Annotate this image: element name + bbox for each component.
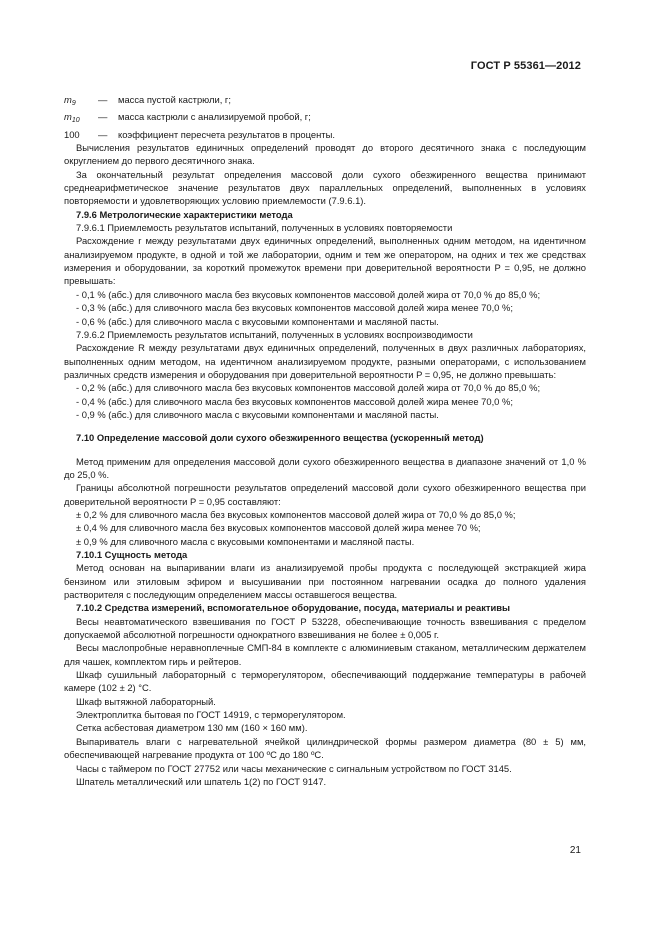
standard-header: ГОСТ Р 55361—2012 <box>470 60 581 72</box>
legend-subscript: 10 <box>71 117 80 125</box>
legend-text: масса пустой кастрюли, г; <box>118 94 231 105</box>
paragraph: Границы абсолютной погрешности результатов определений массовой доли сухого обезжиренного вещества при доверительной вероятности P = 0,95 составляют: <box>64 482 586 507</box>
legend-symbol: m <box>64 94 72 105</box>
list-item: - 0,1 % (абс.) для сливочного масла без вкусовых компонентов массовой долей жира от 70,0 % до 85,0 %; <box>76 288 541 300</box>
paragraph: Вычисления результатов единичных определений проводят до второго десятичного знака с последующим округлением до первого десятичного знака. <box>64 142 586 167</box>
section-heading: 7.10 Определение массовой доли сухого обезжиренного вещества (ускоренный метод) <box>76 432 484 444</box>
paragraph: Метод применим для определения массовой доли сухого обезжиренного вещества в диапазоне значений от 1,0 % до 25,0 %. <box>64 455 586 480</box>
paragraph: Весы маслопробные неравноплечные СМП-84 в комплекте с алюминиевым стаканом, металлическим держателем для чашек, комплектом гирь и рейтеров. <box>64 642 586 667</box>
subsection-heading: 7.9.6.2 Приемлемость результатов испытаний, полученных в условиях воспроизводимости <box>76 328 473 340</box>
legend-text: масса кастрюли с анализируемой пробой, г; <box>118 111 311 123</box>
legend-symbol: 100 <box>64 128 80 140</box>
list-item: - 0,4 % (абс.) для сливочного масла без вкусовых компонентов массовой долей жира менее 70,0 %; <box>76 395 513 407</box>
section-heading: 7.10.2 Средства измерений, вспомогательное оборудование, посуда, материалы и реактивы <box>76 602 511 614</box>
paragraph: Часы с таймером по ГОСТ 27752 или часы механические с сигнальным устройством по ГОСТ 3145. <box>76 762 512 774</box>
legend-dash: — <box>98 128 108 140</box>
list-item: ± 0,9 % для сливочного масла с вкусовыми компонентами и масляной пасты. <box>76 535 415 547</box>
legend-row <box>64 128 586 141</box>
paragraph: Шкаф сушильный лабораторный с терморегулятором, обеспечивающий поддержание температуры в рабочей камере (102 ± 2) °С. <box>64 669 586 694</box>
legend-dash: — <box>98 111 108 123</box>
page-number: 21 <box>569 845 581 856</box>
paragraph: Сетка асбестовая диаметром 130 мм (160 × 160 мм). <box>76 722 308 734</box>
list-item: ± 0,4 % для сливочного масла без вкусовых компонентов массовой долей жира менее 70 %; <box>76 522 481 534</box>
paragraph: Шпатель металлический или шпатель 1(2) по ГОСТ 9147. <box>76 775 327 787</box>
subsection-heading: 7.9.6.1 Приемлемость результатов испытаний, полученных в условиях повторяемости <box>76 222 453 234</box>
list-item: - 0,3 % (абс.) для сливочного масла без вкусовых компонентов массовой долей жира менее 70,0 %; <box>76 302 513 314</box>
list-item: ± 0,2 % для сливочного масла без вкусовых компонентов массовой долей жира от 70,0 % до 85,0 %; <box>76 508 516 520</box>
legend-symbol: m <box>64 111 72 123</box>
paragraph: Расхождение r между результатами двух единичных определений, выполненных одним методом, на идентичном анализируемом продукте, в одной и той же лаборатории, одним и тем же оператором, на одних и тех же средствах измерения и оборудовании, за короткий промежуток времени при доверительной вероятности P = 0,95, не должно превышать: <box>64 235 586 287</box>
paragraph: Шкаф вытяжной лабораторный. <box>76 695 216 707</box>
section-heading: 7.10.1 Сущность метода <box>76 549 188 560</box>
paragraph: Электроплитка бытовая по ГОСТ 14919, с терморегулятором. <box>76 709 346 721</box>
page-content <box>64 93 586 788</box>
legend-row <box>64 110 586 127</box>
paragraph: Весы неавтоматического взвешивания по ГОСТ Р 53228, обеспечивающие точность взвешивания с пределом допускаемой абсолютной погрешности однократного взвешивания не более ± 0,005 г. <box>64 615 586 641</box>
list-item: - 0,9 % (абс.) для сливочного масла с вкусовыми компонентами и масляной пасты. <box>76 408 439 420</box>
section-heading: 7.9.6 Метрологические характеристики метода <box>76 208 293 220</box>
list-item: - 0,2 % (абс.) для сливочного масла без вкусовых компонентов массовой долей жира от 70,0 % до 85,0 %; <box>76 382 541 394</box>
legend-dash: — <box>98 94 108 105</box>
legend-row <box>64 93 586 110</box>
paragraph: Расхождение R между результатами двух единичных определений, полученных в двух различных лабораториях, выполненных одним методом, на идентичном анализируемом продукте, разными операторами, с использованием различных средств измерения и оборудования при доверительной вероятности P = 0,95, не должно превышать: <box>64 342 586 380</box>
legend-subscript: 9 <box>71 100 76 107</box>
paragraph: За окончательный результат определения массовой доли сухого обезжиренного вещества принимают среднеарифметическое значение результатов двух параллельных определений, выполненных в условиях повторяемости и удовлетворяющих условию приемлемости (7.9.6.1). <box>64 168 586 207</box>
paragraph: Метод основан на выпаривании влаги из анализируемой пробы продукта с последующей экстракцией жира бензином или этиловым эфиром и высушивании при постоянном нагревании осадка до полного удаления растворителя с последующим определением массы оставшегося вещества. <box>64 562 586 601</box>
legend-text: коэффициент пересчета результатов в проценты. <box>118 128 335 140</box>
list-item: - 0,6 % (абс.) для сливочного масла с вкусовыми компонентами и масляной пасты. <box>76 315 439 327</box>
paragraph: Выпариватель влаги с нагревательной ячейкой цилиндрической формы размером диаметра (80 ± 5) мм, обеспечивающей нагревание продукта от 100 ºС до 180 ºС. <box>64 735 586 761</box>
